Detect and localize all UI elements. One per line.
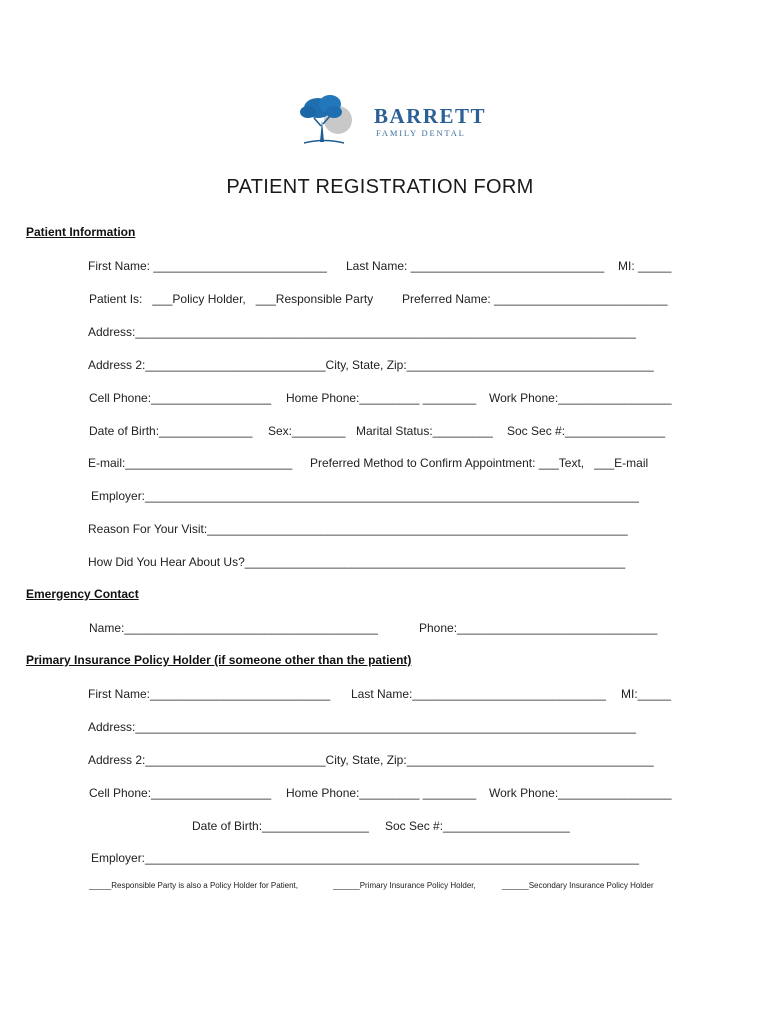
patient-address-field[interactable]: Address:___________________________________________________________________________: [88, 325, 636, 339]
confirm-method-field[interactable]: Preferred Method to Confirm Appointment: ___Text, ___E-mail: [310, 456, 649, 470]
patient-first-name-field[interactable]: First Name: __________________________: [88, 259, 327, 273]
insurance-address-field[interactable]: Address:___________________________________________________________________________: [88, 720, 636, 734]
insurance-work-phone-field[interactable]: Work Phone:_________________: [489, 786, 672, 800]
patient-last-name-field[interactable]: Last Name: _____________________________: [346, 259, 605, 273]
patient-soc-sec-field[interactable]: Soc Sec #:_______________: [507, 424, 666, 438]
insurance-first-name-field[interactable]: First Name:___________________________: [88, 687, 331, 701]
patient-is-field[interactable]: Patient Is: ___Policy Holder, ___Responsible Party: [89, 292, 374, 306]
patient-home-phone-field[interactable]: Home Phone:_________ ________: [286, 391, 477, 405]
form-title: PATIENT REGISTRATION FORM: [226, 176, 534, 198]
secondary-holder-option[interactable]: ______Secondary Insurance Policy Holder: [502, 881, 654, 890]
patient-dob-field[interactable]: Date of Birth:______________: [89, 424, 253, 438]
insurance-cell-phone-field[interactable]: Cell Phone:__________________: [89, 786, 272, 800]
insurance-address2-field[interactable]: Address 2:___________________________City, State, Zip:_____________________________________: [88, 753, 654, 767]
patient-mi-field[interactable]: MI: _____: [618, 259, 672, 273]
insurance-mi-field[interactable]: MI:_____: [621, 687, 672, 701]
tree-logo-icon: [294, 90, 364, 148]
section-emergency-contact: Emergency Contact: [26, 587, 139, 601]
insurance-soc-sec-field[interactable]: Soc Sec #:___________________: [385, 819, 570, 833]
preferred-name-field[interactable]: Preferred Name: __________________________: [402, 292, 668, 306]
patient-address2-field[interactable]: Address 2:___________________________City, State, Zip:_____________________________________: [88, 358, 654, 372]
insurance-home-phone-field[interactable]: Home Phone:_________ ________: [286, 786, 477, 800]
patient-email-field[interactable]: E-mail:_________________________: [88, 456, 293, 470]
patient-work-phone-field[interactable]: Work Phone:_________________: [489, 391, 672, 405]
brand-name: BARRETT: [374, 104, 487, 128]
reason-for-visit-field[interactable]: Reason For Your Visit:_______________________________________________________________: [88, 522, 628, 536]
primary-holder-option[interactable]: ______Primary Insurance Policy Holder,: [333, 881, 476, 890]
emergency-name-field[interactable]: Name:______________________________________: [89, 621, 378, 635]
patient-employer-field[interactable]: Employer:__________________________________________________________________________: [91, 489, 639, 503]
brand-subtitle: FAMILY DENTAL: [376, 128, 466, 138]
insurance-dob-field[interactable]: Date of Birth:________________: [192, 819, 369, 833]
how-heard-field[interactable]: How Did You Hear About Us?_________________________________________________________: [88, 555, 626, 569]
section-patient-information: Patient Information: [26, 225, 136, 239]
section-insurance-holder: Primary Insurance Policy Holder (if someone other than the patient): [26, 653, 412, 667]
insurance-last-name-field[interactable]: Last Name:_____________________________: [351, 687, 606, 701]
patient-marital-status-field[interactable]: Marital Status:_________: [356, 424, 493, 438]
emergency-phone-field[interactable]: Phone:______________________________: [419, 621, 658, 635]
responsible-party-option[interactable]: _____Responsible Party is also a Policy Holder for Patient,: [89, 881, 298, 890]
barrett-logo: [294, 90, 487, 148]
patient-cell-phone-field[interactable]: Cell Phone:__________________: [89, 391, 272, 405]
insurance-employer-field[interactable]: Employer:__________________________________________________________________________: [91, 851, 639, 865]
patient-sex-field[interactable]: Sex:________: [268, 424, 346, 438]
